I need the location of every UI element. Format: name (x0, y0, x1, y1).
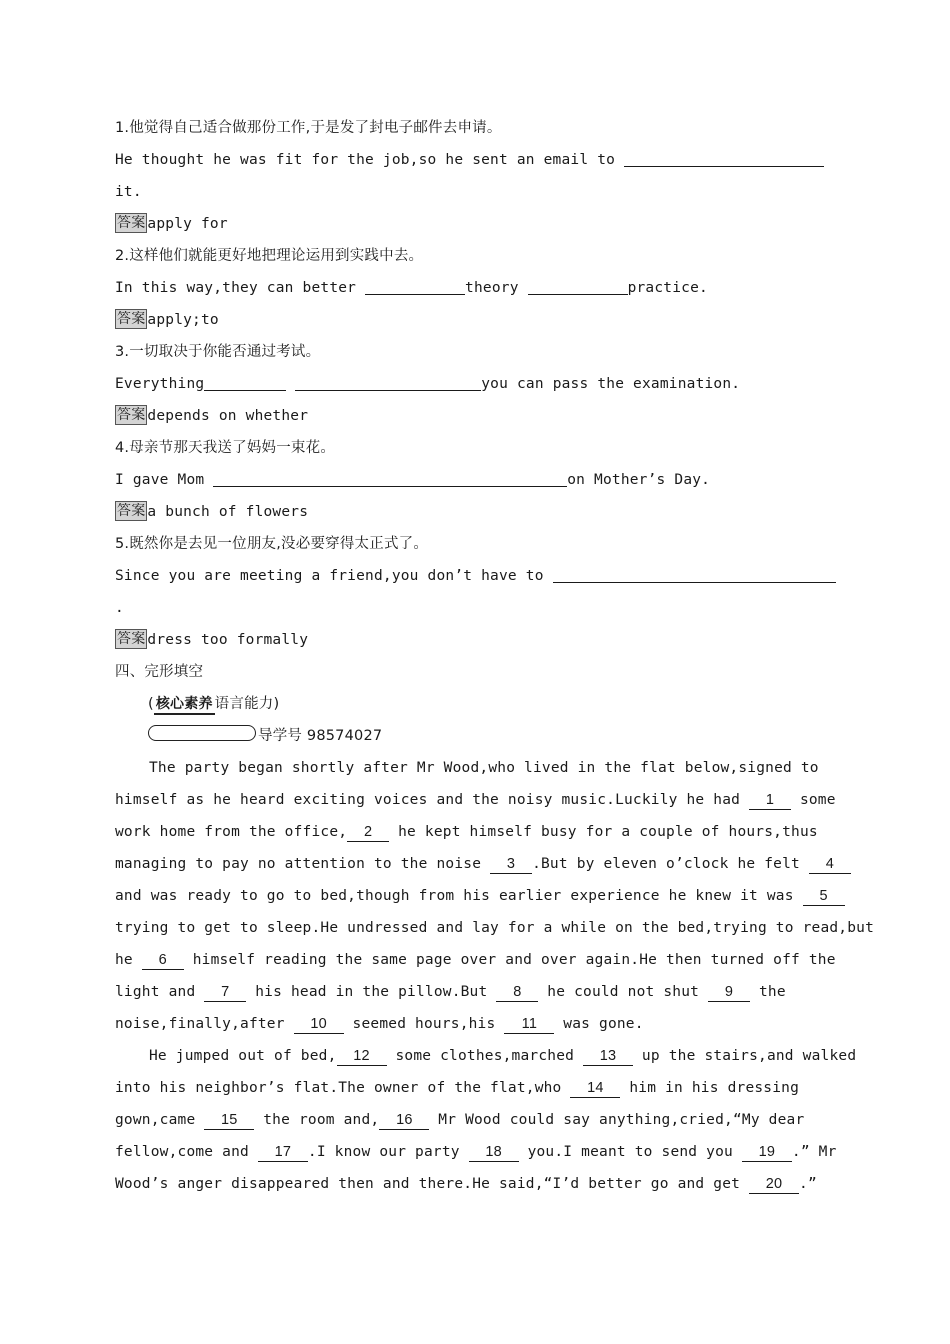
core-competency: ( 核心素养 语言能力) (115, 688, 830, 720)
numbered-blank[interactable]: 4 (809, 855, 851, 874)
blank[interactable] (213, 468, 567, 487)
answer-badge: 答案 (117, 631, 146, 647)
q2-answer: 答案 apply;to (117, 311, 219, 328)
worksheet-page (115, 112, 875, 1200)
q2-chinese: 2.这样他们就能更好地把理论运用到实践中去。 (115, 248, 424, 264)
numbered-blank[interactable]: 18 (469, 1143, 519, 1162)
blank[interactable] (528, 276, 628, 295)
numbered-blank[interactable]: 16 (379, 1111, 429, 1130)
section-title: 四、完形填空 (115, 664, 204, 680)
q5-chinese: 5.既然你是去见一位朋友,没必要穿得太正式了。 (115, 536, 429, 552)
blank[interactable] (553, 564, 836, 583)
numbered-blank[interactable]: 6 (142, 951, 184, 970)
blank[interactable] (365, 276, 465, 295)
numbered-blank[interactable]: 1 (749, 791, 791, 810)
blank[interactable] (624, 148, 824, 167)
answer-badge: 答案 (117, 311, 146, 327)
numbered-blank[interactable]: 8 (496, 983, 538, 1002)
passage-line: into his neighbor’s flat.The owner of the flat,who 14 him in his dressing (115, 1080, 800, 1096)
q1-chinese: 1.他觉得自己适合做那份工作,于是发了封电子邮件去申请。 (115, 120, 502, 136)
answer-badge: 答案 (117, 503, 146, 519)
numbered-blank[interactable]: 9 (708, 983, 750, 1002)
numbered-blank[interactable]: 20 (749, 1175, 799, 1194)
guide-pill-icon (148, 725, 256, 741)
core-competency-label: 核心素养 (154, 695, 215, 715)
passage-line: trying to get to sleep.He undressed and lay for a while on the bed,trying to read,but (115, 920, 875, 936)
q3-english: Everything you can pass the examination. (115, 368, 830, 400)
q1-answer: 答案 apply for (117, 215, 228, 232)
passage-line: The party began shortly after Mr Wood,who lived in the flat below,signed to (149, 760, 819, 776)
passage-line: himself as he heard exciting voices and the noisy music.Luckily he had 1 some (115, 792, 836, 808)
passage-line: light and 7 his head in the pillow.But 8 he could not shut 9 the (115, 984, 786, 1000)
guide-number: 导学号 98574027 (115, 720, 830, 752)
passage-line: He jumped out of bed, 12 some clothes,marched 13 up the stairs,and walked (149, 1048, 857, 1064)
numbered-blank[interactable]: 14 (570, 1079, 620, 1098)
q4-english: I gave Mom on Mother’s Day. (115, 464, 830, 496)
q2-english: In this way,they can better theory practice. (115, 272, 830, 304)
numbered-blank[interactable]: 13 (583, 1047, 633, 1066)
passage-line: he 6 himself reading the same page over and over again.He then turned off the (115, 952, 836, 968)
numbered-blank[interactable]: 15 (204, 1111, 254, 1130)
passage-line: and was ready to go to bed,though from his earlier experience he knew it was 5 (115, 880, 830, 912)
q3-chinese: 3.一切取决于你能否通过考试。 (115, 344, 321, 360)
numbered-blank[interactable]: 5 (803, 887, 845, 906)
q4-answer: 答案 a bunch of flowers (117, 503, 309, 520)
passage-line: work home from the office, 2 he kept himself busy for a couple of hours,thus (115, 824, 818, 840)
passage-line: fellow,come and 17 .I know our party 18 you.I meant to send you 19 .” Mr (115, 1144, 837, 1160)
q3-answer: 答案 depends on whether (117, 407, 309, 424)
numbered-blank[interactable]: 7 (204, 983, 246, 1002)
numbered-blank[interactable]: 17 (258, 1143, 308, 1162)
blank[interactable] (204, 372, 286, 391)
numbered-blank[interactable]: 3 (490, 855, 532, 874)
q1-english: He thought he was fit for the job,so he sent an email to (115, 144, 830, 176)
passage-line: gown,came 15 the room and, 16 Mr Wood could say anything,cried,“My dear (115, 1112, 805, 1128)
passage-line: Wood’s anger disappeared then and there.He said,“I’d better go and get 20 .” (115, 1176, 817, 1192)
passage-line: noise,finally,after 10 seemed hours,his 11 was gone. (115, 1016, 644, 1032)
answer-badge: 答案 (117, 215, 146, 231)
passage-line: managing to pay no attention to the noise 3 .But by eleven o’clock he felt 4 (115, 848, 830, 880)
numbered-blank[interactable]: 10 (294, 1015, 344, 1034)
numbered-blank[interactable]: 12 (337, 1047, 387, 1066)
numbered-blank[interactable]: 19 (742, 1143, 792, 1162)
numbered-blank[interactable]: 11 (504, 1015, 554, 1034)
q5-answer: 答案 dress too formally (117, 631, 309, 648)
answer-badge: 答案 (117, 407, 146, 423)
q4-chinese: 4.母亲节那天我送了妈妈一束花。 (115, 440, 336, 456)
blank[interactable] (295, 372, 481, 391)
numbered-blank[interactable]: 2 (347, 823, 389, 842)
q1-english-cont: it. (115, 184, 142, 200)
q5-english-cont: . (115, 600, 124, 616)
q5-english: Since you are meeting a friend,you don’t have to (115, 560, 830, 592)
